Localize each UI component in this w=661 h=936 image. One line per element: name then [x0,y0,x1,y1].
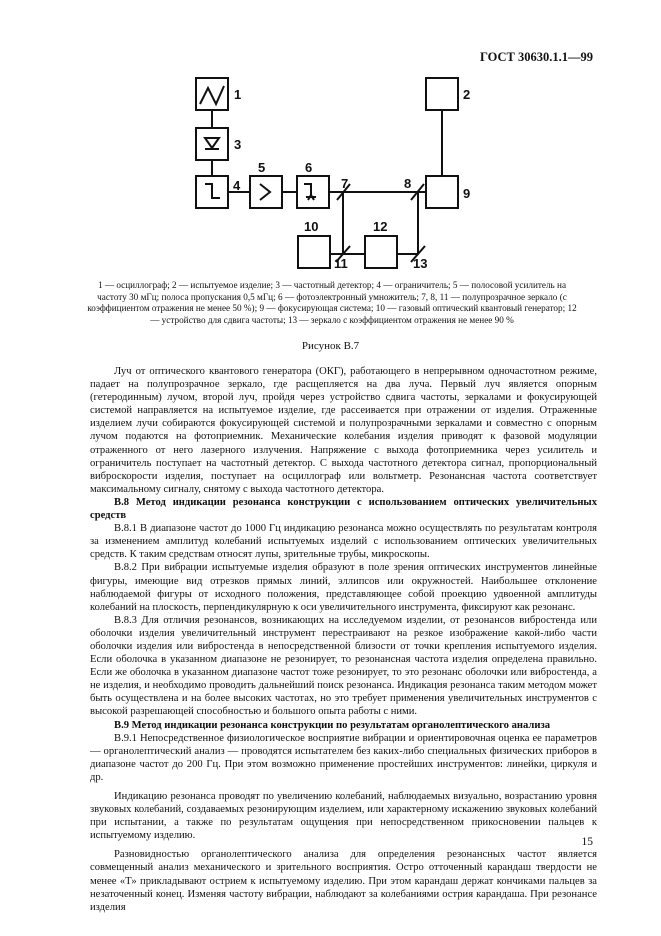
amplifier-icon [260,184,270,200]
label-1: 1 [234,87,242,102]
label-11: 11 [334,256,348,271]
label-3: 3 [234,137,242,152]
label-10: 10 [304,219,319,234]
label-13: 13 [413,256,428,271]
paragraph: В.9.1 Непосредственное физиологическое восприятие вибрации и ориентировочная оценка ее параметров — органолептический анализ — проводятся испытателем без каких-либо специальных физических приборов в диапазоне частот до 200 Гц. При этом возможно применение простейших инструментов: линейки, циркуля и др. [90,732,597,783]
photomultiplier-block [297,176,329,208]
label-9: 9 [463,186,471,201]
label-7: 7 [341,176,349,191]
label-2: 2 [463,87,471,102]
frequency-shift-block [365,236,397,268]
paragraph: В.8.2 При вибрации испытуемые изделия образуют в поле зрения оптических инструментов линейные фигуры, имеющие вид отрезков прямых линий, эллипсов или окружностей. Наибольшее отклонение наблюдаемой фигуры от исходного положения, представляющее собой проекцию удвоенной амплитуды колебаний на плоскость, перпендикулярную к оси увеличительного инструмента, фиксируют как резонанс. [90,562,597,613]
amplifier-block [250,176,282,208]
section-heading: В.9 Метод индикации резонанса конструкции по результатам органолептического анализа [114,719,551,731]
oscilloscope-wave-icon [200,86,224,104]
paragraph: В.8.1 В диапазоне частот до 1000 Гц индикацию резонанса можно осуществлять по результатам контроля за изменением амплитуд колебаний испытуемых изделий с использованием оптических увеличительных средств. К таким средствам относят лупы, зрительные трубы, микроскопы. [90,523,597,561]
frequency-detector-block [196,128,228,160]
diode-icon [205,138,219,148]
figure-legend: 1 — осциллограф; 2 — испытуемое изделие; 3 — частотный детектор; 4 — ограничитель; 5 — полосовой усилитель на частоту 30 мГц; полоса пропускания 0,5 мГц; 6 — фотоэлектронный умножитель; 7, 8, 11 — полупрозрачное зеркало (с коэффициентом отражения не менее 50 %); 9 — фокусирующая система; 10 — газовый оптический квантовый генератор; 12 — устройство для сдвига частоты; 13 — зеркало с коэффициентом отражения не менее 90 % [87,280,577,325]
paragraph: В.8.3 Для отличия резонансов, возникающих на исследуемом изделии, от резонансов вибростенда или оболочки изделия увеличительный инструмент перестраивают на резкое изображение какой-либо части оболочки изделия или вибростенда в непосредственной близости от точки крепления испытуемого изделия. Если оболочка в указанном диапазоне не резонирует, то резонансная частота изделия определена правильно. Если же оболочка в указанном диапазоне частот тоже резонирует, то это резонанс оболочки или вибростенда, а не изделия, и необходимо проводить дальнейший поиск резонанса. Индикация резонанса таким методом может быть осуществлена и на более высоких частотах, но это требует применения увеличительных инструментов с высокой разрешающей способностью и большого опыта работы с ними. [90,614,597,718]
label-8: 8 [404,176,412,191]
figure-title: Рисунок В.7 [301,340,360,352]
label-12: 12 [373,219,388,234]
photomultiplier-icon [304,184,311,195]
page-number: 15 [581,836,593,848]
paragraph: Луч от оптического квантового генератора (ОКГ), работающего в непрерывном одночастотном режиме, падает на полупрозрачное зеркало, где расщепляется на два луча. Первый луч является опорным (гетеродинным) лучом, второй луч, пройдя через устройство сдвига частоты, зеркалами и фокусирующей системой направляется на испытуемое изделие, где рассеивается при отражении от изделия. Отраженные изделием лучи собираются фокусирующей системой и полупрозрачными зеркалами и совместно с опорным лучом подаются на фотоприемник. Механические колебания изделия приводят к фазовой модуляции отраженного от него лазерного излучения. Напряжение с выхода фотоприемника через усилитель и ограничитель поступает на частотный детектор. С выхода частотного детектора сигнал, пропорциональный виброскорости изделия, поступает на осциллограф или вольтметр. Резонансная частота соответствует максимальному сигналу, снятому с выхода частотного детектора. [90,366,597,495]
focusing-system-block [426,176,458,208]
label-5: 5 [258,160,266,175]
laser-block [298,236,330,268]
paragraph: Индикацию резонанса проводят по увеличению колебаний, наблюдаемых визуально, возрастанию уровня звуковых колебаний, создаваемых резонирующим изделием, или характерному искажению звуковых колебаний при испытании, а также по результатам ощущения при непосредственном прикосновении пальцев к испытуемому изделию. [90,791,597,842]
label-4: 4 [233,178,241,193]
label-6: 6 [305,160,313,175]
body-text [90,365,597,914]
test-item-block [426,78,458,110]
block-diagram [0,0,661,280]
document-code-header: ГОСТ 30630.1.1—99 [479,50,593,64]
section-heading: В.8 Метод индикации резонанса конструкции с использованием оптических увеличительных средств [90,496,597,522]
limiter-icon [205,184,220,198]
paragraph: Разновидностью органолептического анализа для определения резонансных частот является совмещенный анализ механического и зрительного восприятия. Остро отточенный карандаш твердости не менее «Т» прикладывают острием к испытуемому изделию. При этом карандаш держат кончиками пальцев за незаточенный конец. Изменяя частоту вибрации, наблюдают за колебаниями острия карандаша. При резонансе изделия [90,849,597,913]
